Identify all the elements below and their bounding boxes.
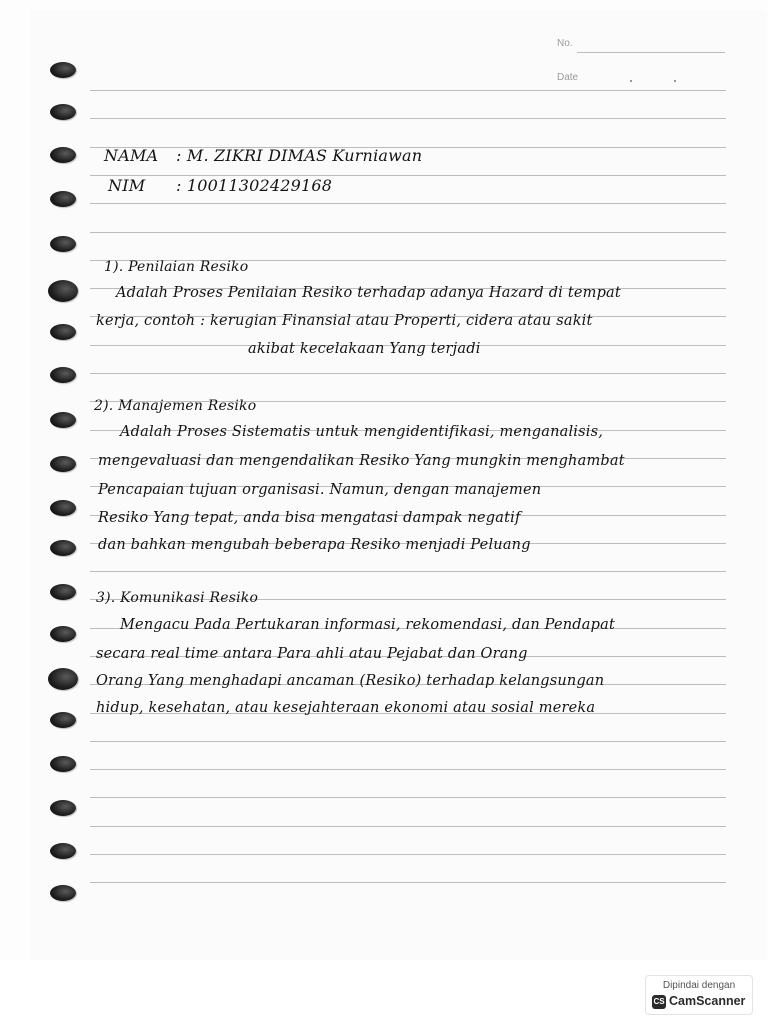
spiral-hole: [50, 324, 76, 340]
no-label: No.: [557, 38, 573, 49]
spiral-hole: [50, 756, 76, 772]
watermark-brand: CamScanner: [669, 994, 746, 1008]
spiral-hole: [50, 191, 76, 207]
spiral-hole: [50, 500, 76, 516]
camscanner-watermark: [645, 975, 753, 1015]
text-line: Resiko Yang tepat, anda bisa mengatasi dampak negatif: [98, 510, 521, 526]
section-heading: 3). Komunikasi Resiko: [96, 590, 259, 606]
ruled-line: [90, 232, 726, 233]
ruled-line: [90, 769, 726, 770]
text-line: Adalah Proses Sistematis untuk mengidentifikasi, menganalisis,: [120, 424, 604, 440]
spiral-hole: [48, 280, 78, 302]
ruled-line: [90, 854, 726, 855]
spiral-hole: [50, 456, 76, 472]
ruled-line: [90, 826, 726, 827]
ruled-line: [90, 882, 726, 883]
ruled-line: [90, 203, 726, 204]
ruled-line: [90, 571, 726, 572]
ruled-line: [90, 797, 726, 798]
nama-value: : M. ZIKRI DIMAS Kurniawan: [176, 146, 423, 165]
spiral-hole: [50, 147, 76, 163]
text-line: akibat kecelakaan Yang terjadi: [248, 341, 481, 357]
camscanner-logo-icon: CS: [652, 995, 666, 1009]
text-line: Mengacu Pada Pertukaran informasi, rekomendasi, dan Pendapat: [120, 617, 615, 633]
ruled-line: [90, 741, 726, 742]
spiral-hole: [50, 236, 76, 252]
nim-label: NIM: [108, 176, 146, 195]
text-line: mengevaluasi dan mengendalikan Resiko Yang mungkin menghambat: [98, 453, 625, 469]
nama-label: NAMA: [104, 146, 159, 165]
text-line: kerja, contoh : kerugian Finansial atau Properti, cidera atau sakit: [96, 313, 593, 329]
text-line: Pencapaian tujuan organisasi. Namun, dengan manajemen: [98, 482, 542, 498]
spiral-hole: [50, 800, 76, 816]
text-line: secara real time antara Para ahli atau Pejabat dan Orang: [96, 646, 528, 662]
watermark-caption: Dipindai dengan: [662, 980, 736, 991]
spiral-hole: [50, 584, 76, 600]
nim-value: : 10011302429168: [176, 176, 333, 195]
spiral-hole: [50, 412, 76, 428]
ruled-line: [90, 118, 726, 119]
spiral-hole: [48, 668, 78, 690]
spiral-hole: [50, 104, 76, 120]
text-line: dan bahkan mengubah beberapa Resiko menjadi Peluang: [98, 537, 531, 553]
spiral-hole: [50, 62, 76, 78]
text-line: hidup, kesehatan, atau kesejahteraan ekonomi atau sosial mereka: [96, 700, 596, 716]
spiral-hole: [50, 885, 76, 901]
spiral-hole: [50, 367, 76, 383]
date-label: Date: [557, 72, 579, 83]
spiral-hole: [50, 843, 76, 859]
text-line: Orang Yang menghadapi ancaman (Resiko) terhadap kelangsungan: [96, 673, 605, 689]
no-line: [577, 52, 725, 53]
section-heading: 1). Penilaian Resiko: [104, 259, 249, 275]
text-line: Adalah Proses Penilaian Resiko terhadap adanya Hazard di tempat: [116, 285, 621, 301]
spiral-hole: [50, 712, 76, 728]
ruled-line: [90, 90, 726, 91]
spiral-hole: [50, 626, 76, 642]
spiral-hole: [50, 540, 76, 556]
section-heading: 2). Manajemen Resiko: [94, 398, 257, 414]
ruled-line: [90, 373, 726, 374]
